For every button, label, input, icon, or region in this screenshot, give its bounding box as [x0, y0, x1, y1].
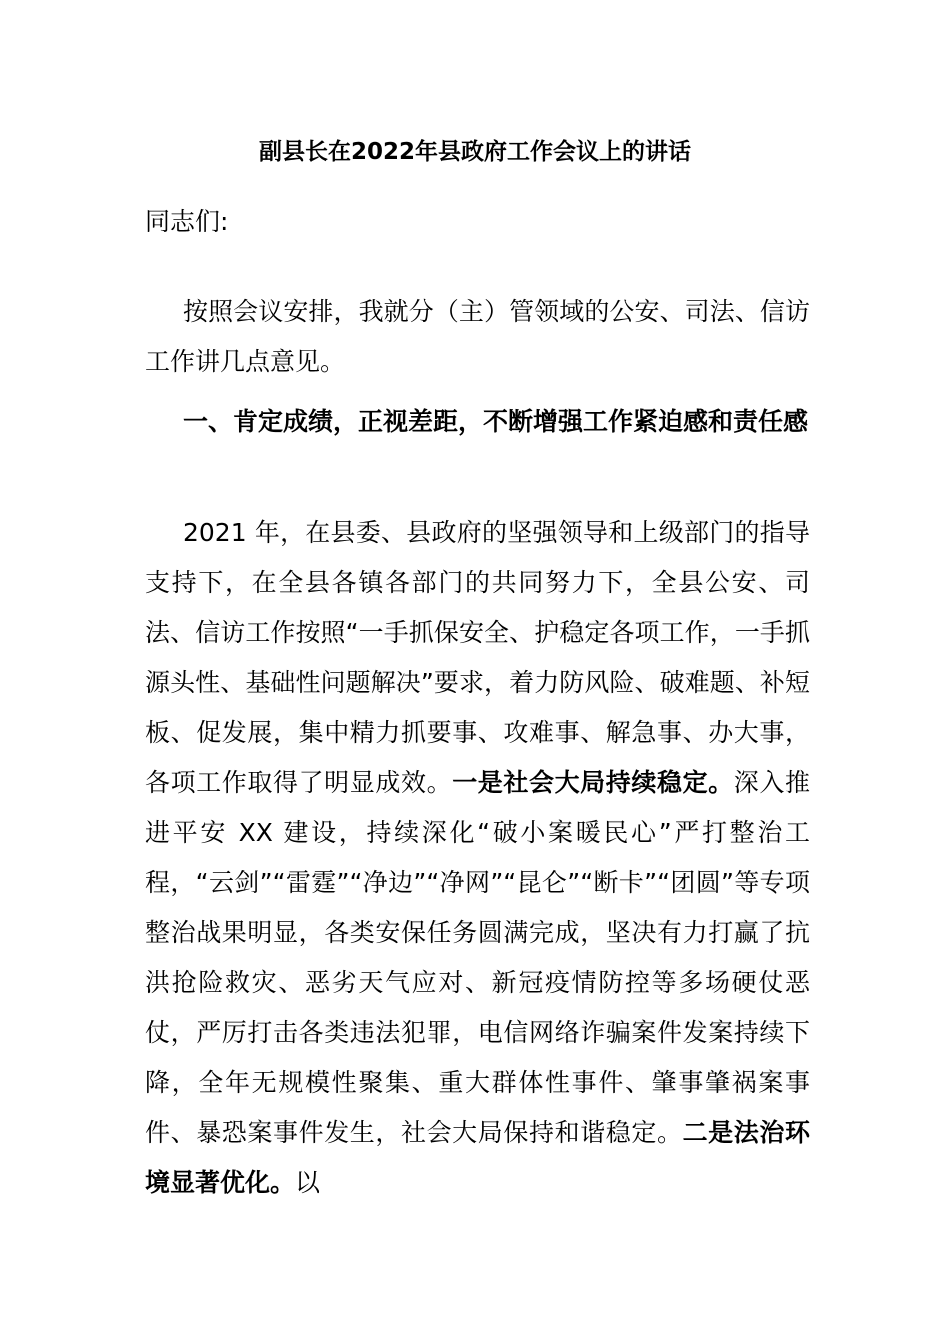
intro-paragraph: 按照会议安排，我就分（主）管领域的公安、司法、信访工作讲几点意见。 — [145, 297, 810, 376]
paragraph-text: 深入推进平安 XX 建设，持续深化“破小案暖民心”严打整治工程，“云剑”“雷霆”“净边”“净网”“昆仑”“断卡”“团圆”等专项整治战果明显，各类安保任务圆满完成，坚决有力打赢了抗洪抢险救灾、恶劣天气应对、新冠疫情防控等多场硬仗恶仗，严厉打击各类违法犯罪，电信网络诈骗案件发案持续下降，全年无规模性聚集、重大群体性事件、肇事肇祸案事件、暴恐案事件发生，社会大局保持和谐稳定。 — [145, 768, 810, 1147]
bold-point-1: 一是社会大局持续稳定。 — [452, 768, 734, 797]
paragraph-achievements — [145, 508, 810, 1208]
section-heading-1: 一、肯定成绩，正视差距，不断增强工作紧迫感和责任感 — [183, 407, 809, 436]
salutation: 同志们: — [145, 207, 229, 236]
paragraph-text: 以 — [295, 1168, 321, 1197]
bold-point-2: 二是法治环境显著优化。 — [145, 1118, 810, 1197]
document-title: 副县长在2022年县政府工作会议上的讲话 — [258, 139, 691, 165]
paragraph-text: 2021 年，在县委、县政府的坚强领导和上级部门的指导支持下，在全县各镇各部门的共同努力下，全县公安、司法、信访工作按照“一手抓保安全、护稳定各项工作，一手抓源头性、基础性问题解决”要求，着力防风险、破难题、补短板、促发展，集中精力抓要事、攻难事、解急事、办大事，各项工作取得了明显成效。 — [145, 518, 810, 797]
